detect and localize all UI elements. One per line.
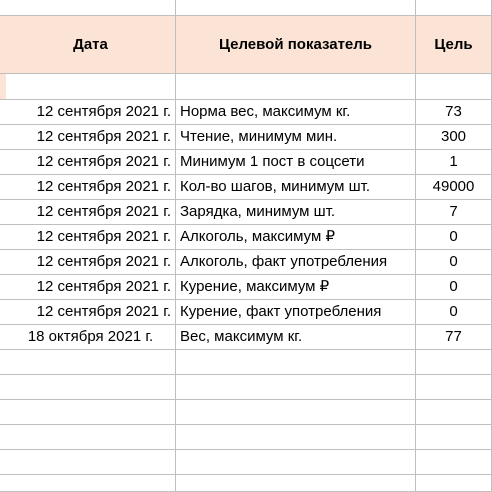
table-cell[interactable] xyxy=(6,74,176,100)
target-cell[interactable]: Курение, факт употребления xyxy=(176,300,416,325)
date-cell[interactable]: 12 сентября 2021 г. xyxy=(6,150,176,175)
date-cell[interactable]: 12 сентября 2021 г. xyxy=(6,275,176,300)
goal-cell[interactable]: 300 xyxy=(416,125,492,150)
table-cell[interactable] xyxy=(6,475,176,492)
target-cell[interactable]: Алкоголь, факт употребления xyxy=(176,250,416,275)
table-cell[interactable] xyxy=(176,375,416,400)
target-cell[interactable]: Кол-во шагов, минимум шт. xyxy=(176,175,416,200)
table-row xyxy=(0,74,492,100)
goal-cell[interactable]: 7 xyxy=(416,200,492,225)
target-cell[interactable]: Минимум 1 пост в соцсети xyxy=(176,150,416,175)
table-cell[interactable] xyxy=(416,450,492,475)
column-header-date[interactable]: Дата xyxy=(6,16,176,74)
date-cell[interactable]: 12 сентября 2021 г. xyxy=(6,300,176,325)
table-row xyxy=(0,350,492,375)
table-row xyxy=(0,400,492,425)
column-header-target[interactable]: Целевой показатель xyxy=(176,16,416,74)
table-cell[interactable] xyxy=(6,450,176,475)
goal-cell[interactable]: 73 xyxy=(416,100,492,125)
table-row xyxy=(0,425,492,450)
goal-cell[interactable]: 1 xyxy=(416,150,492,175)
table-row xyxy=(0,250,492,275)
table-row xyxy=(0,125,492,150)
table-row xyxy=(0,450,492,475)
table-cell[interactable] xyxy=(176,350,416,375)
table-cell[interactable] xyxy=(416,475,492,492)
table-row xyxy=(0,275,492,300)
goal-cell[interactable]: 0 xyxy=(416,275,492,300)
target-cell[interactable]: Курение, максимум ₽ xyxy=(176,275,416,300)
table-cell[interactable] xyxy=(6,425,176,450)
table-cell[interactable] xyxy=(416,375,492,400)
date-cell[interactable]: 12 сентября 2021 г. xyxy=(6,175,176,200)
goal-cell[interactable]: 49000 xyxy=(416,175,492,200)
target-cell[interactable]: Вес, максимум кг. xyxy=(176,325,416,350)
table-cell[interactable] xyxy=(6,400,176,425)
table-row xyxy=(0,325,492,350)
table-row xyxy=(0,375,492,400)
table-row xyxy=(0,225,492,250)
goal-cell[interactable]: 0 xyxy=(416,300,492,325)
table-cell[interactable] xyxy=(6,0,176,16)
target-cell[interactable]: Алкоголь, максимум ₽ xyxy=(176,225,416,250)
date-cell[interactable]: 12 сентября 2021 г. xyxy=(6,125,176,150)
goal-cell[interactable]: 0 xyxy=(416,250,492,275)
date-cell[interactable]: 12 сентября 2021 г. xyxy=(6,100,176,125)
date-cell[interactable]: 12 сентября 2021 г. xyxy=(6,200,176,225)
table-cell[interactable] xyxy=(416,0,492,16)
table-cell[interactable] xyxy=(416,74,492,100)
goal-cell[interactable]: 0 xyxy=(416,225,492,250)
table-row xyxy=(0,175,492,200)
table-cell[interactable] xyxy=(416,350,492,375)
table-row xyxy=(0,0,492,16)
goal-cell[interactable]: 77 xyxy=(416,325,492,350)
table-cell[interactable] xyxy=(176,400,416,425)
target-cell[interactable]: Норма вес, максимум кг. xyxy=(176,100,416,125)
column-header-goal[interactable]: Цель xyxy=(416,16,492,74)
header-row xyxy=(0,16,492,74)
date-cell[interactable]: 18 октября 2021 г. xyxy=(6,325,176,350)
table-cell[interactable] xyxy=(176,0,416,16)
table-cell[interactable] xyxy=(176,450,416,475)
table-row xyxy=(0,300,492,325)
table-cell[interactable] xyxy=(176,425,416,450)
table-cell[interactable] xyxy=(176,475,416,492)
table-row xyxy=(0,100,492,125)
table-row xyxy=(0,150,492,175)
table-cell[interactable] xyxy=(176,74,416,100)
target-cell[interactable]: Чтение, минимум мин. xyxy=(176,125,416,150)
table-row xyxy=(0,200,492,225)
table-row xyxy=(0,475,492,492)
table-cell[interactable] xyxy=(6,375,176,400)
table-cell[interactable] xyxy=(416,425,492,450)
table-cell[interactable] xyxy=(416,400,492,425)
date-cell[interactable]: 12 сентября 2021 г. xyxy=(6,250,176,275)
date-cell[interactable]: 12 сентября 2021 г. xyxy=(6,225,176,250)
table-cell[interactable] xyxy=(6,350,176,375)
target-cell[interactable]: Зарядка, минимум шт. xyxy=(176,200,416,225)
